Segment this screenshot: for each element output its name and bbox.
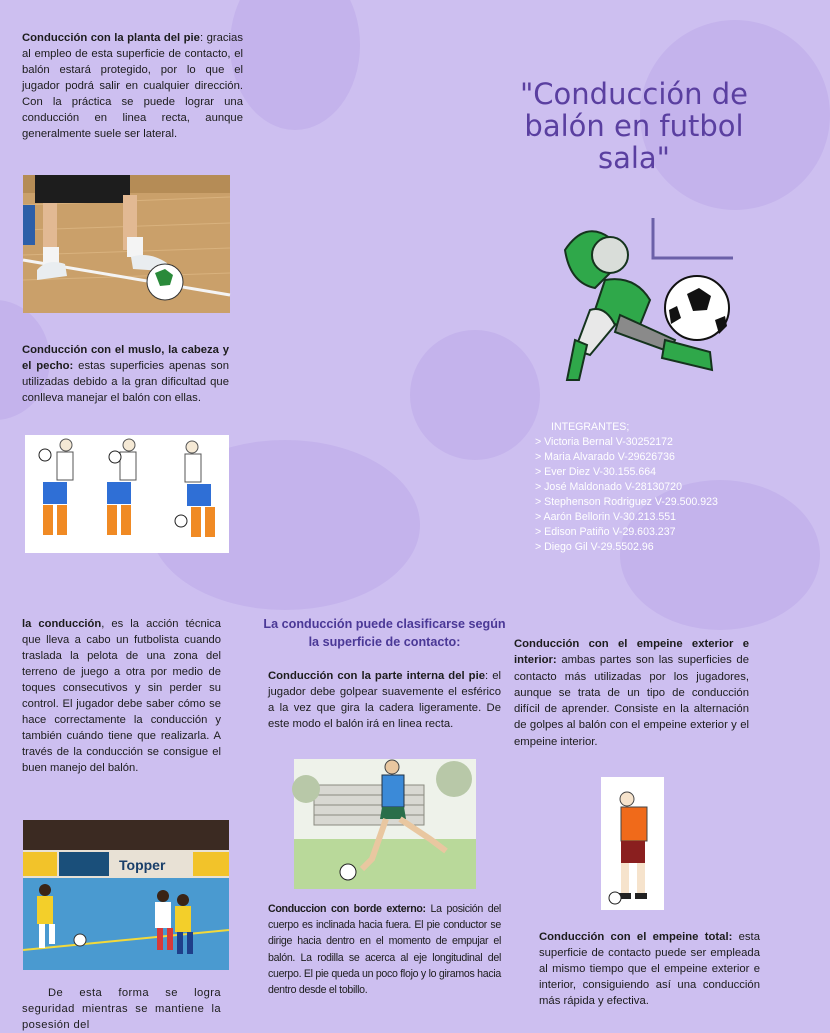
soccer-player-cartoon bbox=[545, 210, 740, 390]
section-heading: Conducción con la parte interna del pie bbox=[268, 670, 485, 682]
section-text: : gracias al empleo de esta superficie de contacto, el balón estará protegido, por lo que el jugador podrá salir en cualquier dirección. Con la práctica se puede lograr una conducción en linea recta, aunque generalmente suele ser lateral. bbox=[22, 32, 243, 140]
member-item: > Ever Diez V-30.155.664 bbox=[535, 466, 657, 478]
member-item: > Victoria Bernal V-30252172 bbox=[535, 436, 673, 448]
section-text: estas superficies apenas son utilizadas debido a la gran dificultad que conlleva manejar el balón con ellas. bbox=[22, 360, 229, 404]
intro-paragraph bbox=[22, 616, 221, 776]
outro-paragraph: De esta forma se logra seguridad mientras se mantiene la posesión del bbox=[22, 987, 221, 1031]
bg-blob bbox=[230, 0, 360, 130]
member-item: > Edison Patiño V-29.603.237 bbox=[535, 526, 676, 538]
section-muslo bbox=[22, 342, 229, 406]
intro-text: , es la acción técnica que lleva a cabo un futbolista cuando traslada la pelota de una zona del terreno de juego a otra por medio de toques consecutivos y sin perder su control. El jugador debe saber cómo se hace correctamente la conducción y también cuándo tiene que realizarla. A través de la conducción se consigue el buen manejo del balón. bbox=[22, 618, 221, 774]
illustration-thigh-control bbox=[25, 435, 229, 553]
section-heading: Conducción con la planta del pie bbox=[22, 32, 200, 44]
member-item: > Aarón Bellorin V-30.213.551 bbox=[535, 511, 677, 523]
section-empeine-total bbox=[539, 929, 760, 1009]
illustration-instep bbox=[601, 777, 664, 910]
section-text: : el jugador debe golpear suavemente el esférico a la vez que gira la cadera ligeramente. De este modo el balón irá en linea recta. bbox=[268, 670, 501, 730]
members-list bbox=[535, 420, 760, 555]
section-text: ambas partes son las superficies de contacto más utilizadas por los jugadores, aunque se trata de un tipo de conducción difícil de aprender. Consiste en la alternación de golpes al balón con el empeine exterior y el empeine interior. bbox=[514, 654, 749, 748]
photo-sole-dribble bbox=[23, 175, 230, 313]
section-heading: Conducción con el empeine total: bbox=[539, 931, 733, 943]
photo-futsal-match bbox=[23, 820, 229, 970]
classification-heading: La conducción puede clasificarse según la superficie de contacto: bbox=[263, 617, 506, 649]
member-item: > Stephenson Rodriguez V-29.500.923 bbox=[535, 496, 718, 508]
section-borde bbox=[268, 901, 501, 998]
section-heading: Conduccion con borde externo: bbox=[268, 903, 426, 915]
members-heading: INTEGRANTES; bbox=[551, 421, 630, 433]
section-planta bbox=[22, 30, 243, 142]
banner-text: Topper bbox=[119, 857, 166, 873]
member-item: > Diego Gil V-29.5502.96 bbox=[535, 541, 654, 553]
bg-blob bbox=[410, 330, 540, 460]
member-item: > José Maldonado V-28130720 bbox=[535, 481, 682, 493]
illustration-inside-foot bbox=[294, 759, 476, 889]
member-item: > Maria Alvarado V-29626736 bbox=[535, 451, 675, 463]
page-title: "Conducción de balón en futbol sala" bbox=[519, 77, 749, 175]
intro-lead: la conducción bbox=[22, 618, 102, 630]
section-text: esta superficie de contacto puede ser empleada al mismo tiempo que el empeine exterior e interior, consiguiendo así una conducción más rápida y efectiva. bbox=[539, 931, 760, 1007]
section-interna bbox=[268, 668, 501, 732]
section-heading: Conducción con el muslo, la cabeza y el pecho: bbox=[22, 344, 229, 372]
section-heading: Conducción con el empeine exterior e interior: bbox=[514, 638, 749, 667]
section-empeine-exterior bbox=[514, 636, 749, 750]
section-text: La posición del cuerpo es inclinada hacia fuera. El pie conductor se dirige hacia dentro en el momento de empujar el balón. La rodilla se acerca al eje longitudinal del cuerpo. El pie queda un poco flojo y lo giramos hacia dentro desde el tobillo. bbox=[268, 903, 501, 997]
